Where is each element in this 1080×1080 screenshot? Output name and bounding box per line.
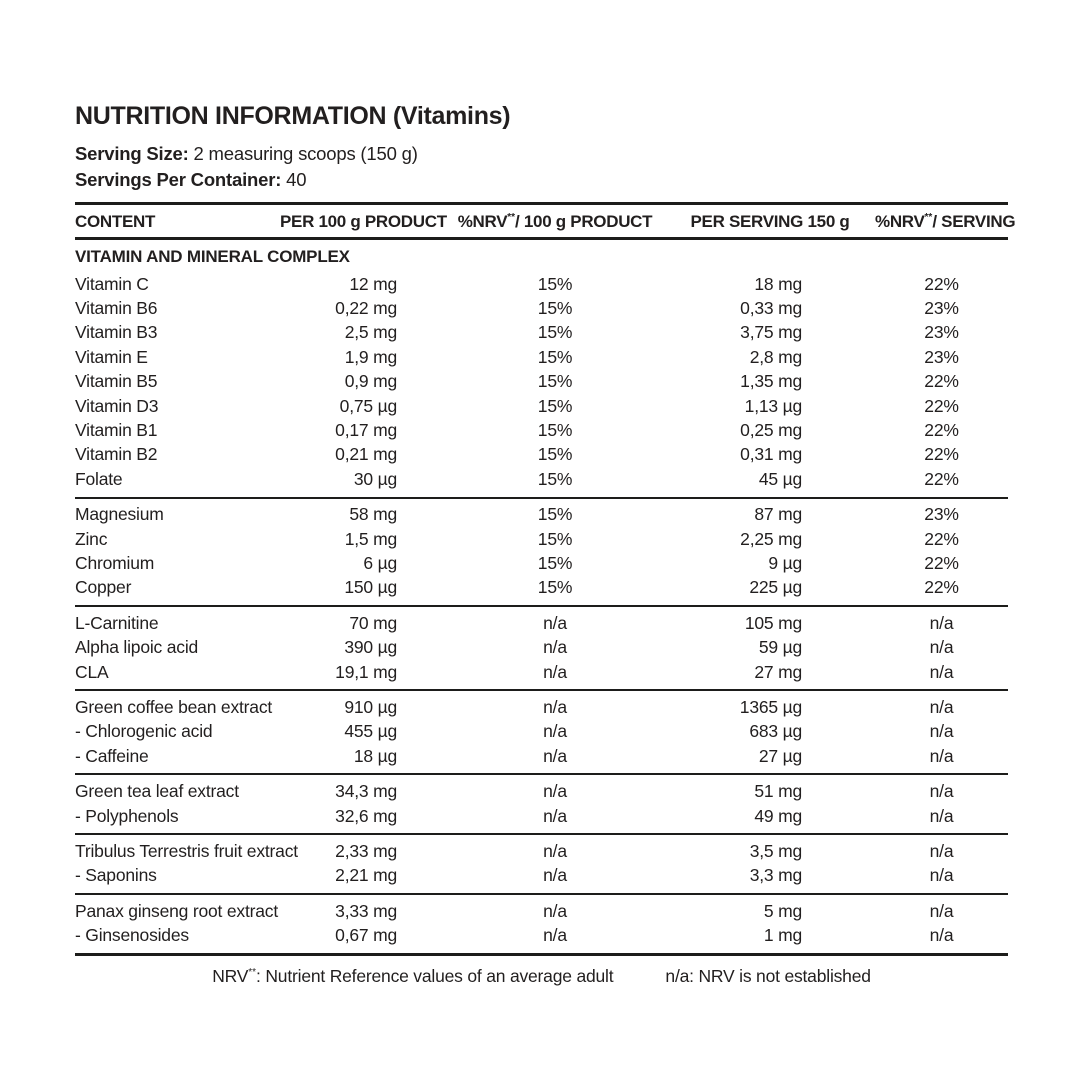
per-100g-value: 2,5 mg bbox=[344, 322, 397, 343]
table-row bbox=[75, 345, 1008, 369]
nrv-serving-value: n/a bbox=[929, 721, 954, 742]
per-serving-value: 1,13 µg bbox=[744, 395, 802, 416]
nrv-100g-value: 15% bbox=[537, 371, 573, 392]
row-label: Copper bbox=[75, 577, 132, 598]
row-label: Magnesium bbox=[75, 504, 164, 525]
table-row bbox=[75, 635, 1008, 659]
nrv-100g-value: n/a bbox=[543, 637, 567, 658]
per-100g-value: 390 µg bbox=[344, 637, 397, 658]
per-100g-value: 34,3 mg bbox=[335, 781, 397, 802]
table-group bbox=[75, 775, 1008, 835]
nrv-100g-value: n/a bbox=[543, 840, 567, 861]
nrv-100g-value: 15% bbox=[537, 395, 573, 416]
table-row bbox=[75, 864, 1008, 888]
nrv-serving-value: n/a bbox=[929, 840, 954, 861]
per-100g-value: 2,21 mg bbox=[335, 865, 397, 886]
nrv-serving-value: 22% bbox=[924, 552, 959, 573]
nrv-100g-value: n/a bbox=[543, 865, 567, 886]
nrv-serving-value: 22% bbox=[924, 371, 959, 392]
nrv-100g-value: 15% bbox=[537, 273, 573, 294]
per-serving-value: 1 mg bbox=[763, 925, 802, 946]
table-row bbox=[75, 394, 1008, 418]
per-serving-value: 49 mg bbox=[754, 805, 802, 826]
nrv-serving-value: n/a bbox=[929, 900, 954, 921]
row-label: - Chlorogenic acid bbox=[75, 721, 213, 742]
per-100g-value: 0,22 mg bbox=[335, 298, 397, 319]
nrv-100g-value: 15% bbox=[537, 528, 573, 549]
nrv-100g-value: 15% bbox=[537, 298, 573, 319]
per-100g-value: 58 mg bbox=[349, 504, 397, 525]
per-serving-value: 105 mg bbox=[744, 612, 802, 633]
row-label: - Ginsenosides bbox=[75, 925, 189, 946]
per-serving-value: 27 µg bbox=[758, 745, 802, 766]
row-label: Vitamin B2 bbox=[75, 444, 158, 465]
per-100g-value: 32,6 mg bbox=[335, 805, 397, 826]
nrv-serving-value: 22% bbox=[924, 444, 959, 465]
nrv-serving-value: n/a bbox=[929, 696, 954, 717]
nrv-100g-value: n/a bbox=[543, 745, 567, 766]
table-row bbox=[75, 296, 1008, 320]
per-100g-value: 910 µg bbox=[344, 696, 397, 717]
table-row bbox=[75, 611, 1008, 635]
nrv-serving-value: 22% bbox=[924, 468, 959, 489]
per-serving-value: 59 µg bbox=[758, 637, 802, 658]
row-label: - Caffeine bbox=[75, 745, 149, 766]
nrv-100g-value: 15% bbox=[537, 444, 573, 465]
footnotes bbox=[75, 966, 1008, 987]
table-row bbox=[75, 660, 1008, 684]
per-serving-value: 3,5 mg bbox=[749, 840, 802, 861]
nrv-100g-value: 15% bbox=[537, 322, 573, 343]
column-header-per-100g: PER 100 g PRODUCT bbox=[280, 212, 447, 231]
row-label: CLA bbox=[75, 661, 109, 682]
nrv-100g-value: 15% bbox=[537, 577, 573, 598]
nrv-asterisks: ** bbox=[248, 966, 257, 978]
nrv-serving-value: 23% bbox=[924, 322, 959, 343]
column-header-content: CONTENT bbox=[75, 212, 156, 231]
table-row bbox=[75, 899, 1008, 923]
per-100g-value: 3,33 mg bbox=[335, 900, 397, 921]
table-group bbox=[75, 691, 1008, 775]
per-100g-value: 1,5 mg bbox=[344, 528, 397, 549]
per-serving-value: 2,25 mg bbox=[740, 528, 802, 549]
table-group bbox=[75, 895, 1008, 956]
per-serving-value: 0,25 mg bbox=[740, 420, 802, 441]
table-row bbox=[75, 321, 1008, 345]
row-label: Vitamin B6 bbox=[75, 298, 158, 319]
page-title: NUTRITION INFORMATION (Vitamins) bbox=[75, 102, 511, 130]
per-100g-value: 18 µg bbox=[353, 745, 397, 766]
table-row bbox=[75, 527, 1008, 551]
table-row bbox=[75, 443, 1008, 467]
table-row bbox=[75, 923, 1008, 947]
per-100g-value: 0,21 mg bbox=[335, 444, 397, 465]
nrv-100g-value: n/a bbox=[543, 696, 567, 717]
serving-size-line bbox=[75, 141, 1008, 167]
servings-per-container-value: 40 bbox=[286, 169, 307, 190]
nrv-100g-value: 15% bbox=[537, 346, 573, 367]
per-serving-value: 0,31 mg bbox=[740, 444, 802, 465]
table-row bbox=[75, 744, 1008, 768]
table-row bbox=[75, 779, 1008, 803]
row-label: L-Carnitine bbox=[75, 612, 159, 633]
row-label: Green coffee bean extract bbox=[75, 696, 273, 717]
per-serving-value: 3,3 mg bbox=[749, 865, 802, 886]
row-label: - Saponins bbox=[75, 865, 157, 886]
row-label: Vitamin B1 bbox=[75, 420, 158, 441]
table-row bbox=[75, 839, 1008, 863]
table-group bbox=[75, 499, 1008, 608]
table-row bbox=[75, 418, 1008, 442]
per-serving-value: 2,8 mg bbox=[749, 346, 802, 367]
nrv-100g-value: n/a bbox=[543, 805, 567, 826]
per-serving-value: 0,33 mg bbox=[740, 298, 802, 319]
row-label: Vitamin B3 bbox=[75, 322, 158, 343]
per-100g-value: 19,1 mg bbox=[335, 661, 397, 682]
per-100g-value: 2,33 mg bbox=[335, 840, 397, 861]
row-label: Vitamin D3 bbox=[75, 395, 159, 416]
footnote-nrv: NRV**: Nutrient Reference values of an average adult bbox=[212, 965, 614, 986]
nrv-100g-value: 15% bbox=[537, 504, 573, 525]
table-row bbox=[75, 804, 1008, 828]
row-label: Panax ginseng root extract bbox=[75, 900, 278, 921]
per-serving-value: 18 mg bbox=[754, 273, 802, 294]
row-label: Green tea leaf extract bbox=[75, 781, 239, 802]
row-label: Chromium bbox=[75, 552, 155, 573]
nrv-serving-value: 22% bbox=[924, 528, 959, 549]
per-100g-value: 1,9 mg bbox=[344, 346, 397, 367]
row-label: Vitamin C bbox=[75, 273, 149, 294]
column-header-per-serving: PER SERVING 150 g bbox=[690, 212, 850, 231]
nrv-serving-value: n/a bbox=[929, 805, 954, 826]
per-serving-value: 45 µg bbox=[758, 468, 802, 489]
column-header-nrv-100g: %NRV**/ 100 g PRODUCT bbox=[457, 212, 653, 231]
per-100g-value: 0,17 mg bbox=[335, 420, 397, 441]
row-label: - Polyphenols bbox=[75, 805, 179, 826]
nrv-serving-value: n/a bbox=[929, 661, 954, 682]
row-label: Tribulus Terrestris fruit extract bbox=[75, 840, 298, 861]
per-100g-value: 6 µg bbox=[363, 552, 397, 573]
per-100g-value: 0,9 mg bbox=[344, 371, 397, 392]
table-header-row bbox=[75, 205, 1016, 240]
nrv-serving-value: n/a bbox=[929, 745, 954, 766]
row-label: Vitamin E bbox=[75, 346, 148, 367]
per-serving-value: 27 mg bbox=[754, 661, 802, 682]
table-group bbox=[75, 268, 1008, 499]
per-100g-value: 70 mg bbox=[349, 612, 397, 633]
serving-size-value: 2 measuring scoops (150 g) bbox=[193, 143, 418, 164]
per-serving-value: 87 mg bbox=[754, 504, 802, 525]
nrv-100g-value: 15% bbox=[537, 468, 573, 489]
per-serving-value: 225 µg bbox=[749, 577, 802, 598]
footnote-na: n/a: NRV is not established bbox=[665, 965, 871, 986]
nrv-100g-value: n/a bbox=[543, 721, 567, 742]
servings-per-container-line bbox=[75, 167, 1008, 193]
per-serving-value: 683 µg bbox=[749, 721, 802, 742]
row-label: Zinc bbox=[75, 528, 108, 549]
table-group bbox=[75, 607, 1008, 691]
nrv-serving-value: n/a bbox=[929, 781, 954, 802]
per-100g-value: 12 mg bbox=[349, 273, 397, 294]
nutrition-table bbox=[75, 202, 1016, 956]
per-serving-value: 1,35 mg bbox=[740, 371, 802, 392]
nrv-serving-value: n/a bbox=[929, 925, 954, 946]
nrv-asterisks: ** bbox=[924, 212, 933, 223]
servings-per-container-label: Servings Per Container: bbox=[75, 169, 282, 190]
table-row bbox=[75, 576, 1008, 600]
row-label: Vitamin B5 bbox=[75, 371, 158, 392]
nrv-serving-value: 23% bbox=[924, 346, 959, 367]
nrv-serving-value: 22% bbox=[924, 395, 959, 416]
nrv-100g-value: n/a bbox=[543, 612, 567, 633]
nrv-serving-value: 23% bbox=[924, 504, 959, 525]
nrv-serving-value: n/a bbox=[929, 637, 954, 658]
nrv-serving-value: n/a bbox=[929, 865, 954, 886]
per-100g-value: 0,67 mg bbox=[335, 925, 397, 946]
column-header-nrv-serving: %NRV**/ SERVING bbox=[875, 212, 1016, 231]
nrv-serving-value: n/a bbox=[929, 612, 954, 633]
table-row bbox=[75, 720, 1008, 744]
nrv-100g-value: n/a bbox=[543, 781, 567, 802]
table-row bbox=[75, 467, 1008, 491]
nrv-100g-value: 15% bbox=[537, 552, 573, 573]
table-body bbox=[75, 268, 1008, 956]
per-serving-value: 5 mg bbox=[763, 900, 802, 921]
table-row bbox=[75, 551, 1008, 575]
nrv-100g-value: n/a bbox=[543, 661, 567, 682]
table-group bbox=[75, 835, 1008, 895]
per-100g-value: 0,75 µg bbox=[339, 395, 397, 416]
table-row bbox=[75, 503, 1008, 527]
serving-size-label: Serving Size: bbox=[75, 143, 189, 164]
nrv-100g-value: n/a bbox=[543, 925, 567, 946]
nrv-serving-value: 22% bbox=[924, 577, 959, 598]
per-serving-value: 51 mg bbox=[754, 781, 802, 802]
nrv-serving-value: 23% bbox=[924, 298, 959, 319]
nrv-asterisks: ** bbox=[507, 212, 516, 223]
nrv-serving-value: 22% bbox=[924, 273, 959, 294]
per-100g-value: 455 µg bbox=[344, 721, 397, 742]
nrv-100g-value: 15% bbox=[537, 420, 573, 441]
nrv-100g-value: n/a bbox=[543, 900, 567, 921]
table-row bbox=[75, 370, 1008, 394]
nrv-serving-value: 22% bbox=[924, 420, 959, 441]
per-serving-value: 9 µg bbox=[768, 552, 802, 573]
per-serving-value: 3,75 mg bbox=[740, 322, 802, 343]
per-100g-value: 30 µg bbox=[353, 468, 397, 489]
table-row bbox=[75, 695, 1008, 719]
row-label: Alpha lipoic acid bbox=[75, 637, 199, 658]
row-label: Folate bbox=[75, 468, 123, 489]
table-row bbox=[75, 272, 1008, 296]
per-serving-value: 1365 µg bbox=[739, 696, 802, 717]
per-100g-value: 150 µg bbox=[344, 577, 397, 598]
section-header-vitamin-mineral-complex: VITAMIN AND MINERAL COMPLEX bbox=[75, 247, 350, 266]
